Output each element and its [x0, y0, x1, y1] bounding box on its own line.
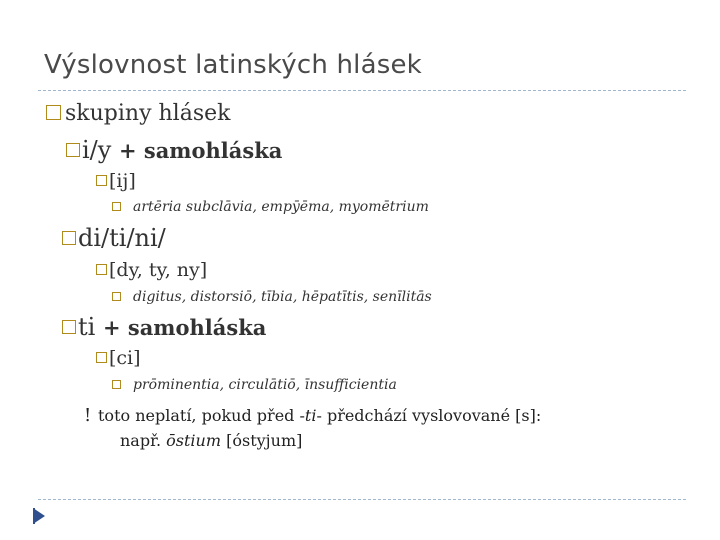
- pronunciation-text: [ij]: [109, 170, 136, 192]
- square-bullet-icon: [96, 352, 107, 363]
- example-item: [112, 199, 429, 215]
- level1-text: skupiny hlásek: [65, 101, 231, 126]
- exception-note: [84, 405, 541, 426]
- square-bullet-icon: [112, 202, 121, 211]
- square-bullet-icon: [96, 175, 107, 186]
- example-item: [112, 377, 397, 393]
- exception-example: [120, 431, 302, 450]
- example-text: prōminentia, circulātiō, īnsufficientia: [133, 377, 397, 393]
- note-text-part1: toto neplatí, pokud před -: [98, 406, 305, 425]
- example-item: [112, 289, 432, 305]
- slide-title: Výslovnost latinských hlásek: [44, 50, 422, 80]
- note-text-italic: ti: [304, 406, 317, 425]
- note-example-word: ōstium: [166, 431, 222, 450]
- group-heading-text: i/y: [82, 136, 112, 164]
- level1-item: [46, 101, 230, 126]
- group-heading-suffix: + samohláska: [118, 138, 283, 163]
- group-heading: [62, 224, 166, 252]
- pronunciation-item: [96, 347, 141, 369]
- square-bullet-icon: [62, 231, 76, 245]
- group-heading: [62, 313, 266, 341]
- square-bullet-icon: [46, 105, 61, 120]
- square-bullet-icon: [112, 292, 121, 301]
- note-example-pronunciation: [óstyjum]: [226, 431, 303, 450]
- top-divider: [38, 90, 686, 91]
- square-bullet-icon: [66, 143, 80, 157]
- pronunciation-text: [dy, ty, ny]: [109, 259, 208, 281]
- play-arrow-icon[interactable]: [33, 508, 45, 524]
- square-bullet-icon: [62, 320, 76, 334]
- pronunciation-item: [96, 259, 207, 281]
- note-text-part2: - předchází vyslovované [s]:: [316, 406, 542, 425]
- example-text: digitus, distorsiō, tībia, hēpatītis, senīlitās: [133, 289, 432, 305]
- pronunciation-text: [ci]: [109, 347, 141, 369]
- bottom-divider: [38, 499, 686, 500]
- example-text: artēria subclāvia, empȳēma, myomētrium: [133, 199, 429, 215]
- group-heading: [66, 136, 282, 164]
- exclamation-icon: !: [84, 405, 92, 426]
- square-bullet-icon: [96, 264, 107, 275]
- group-heading-suffix: + samohláska: [102, 315, 267, 340]
- group-heading-text: di/ti/ni/: [78, 224, 166, 252]
- group-heading-text: ti: [78, 313, 96, 341]
- note-example-prefix: např.: [120, 431, 162, 450]
- square-bullet-icon: [112, 380, 121, 389]
- pronunciation-item: [96, 170, 136, 192]
